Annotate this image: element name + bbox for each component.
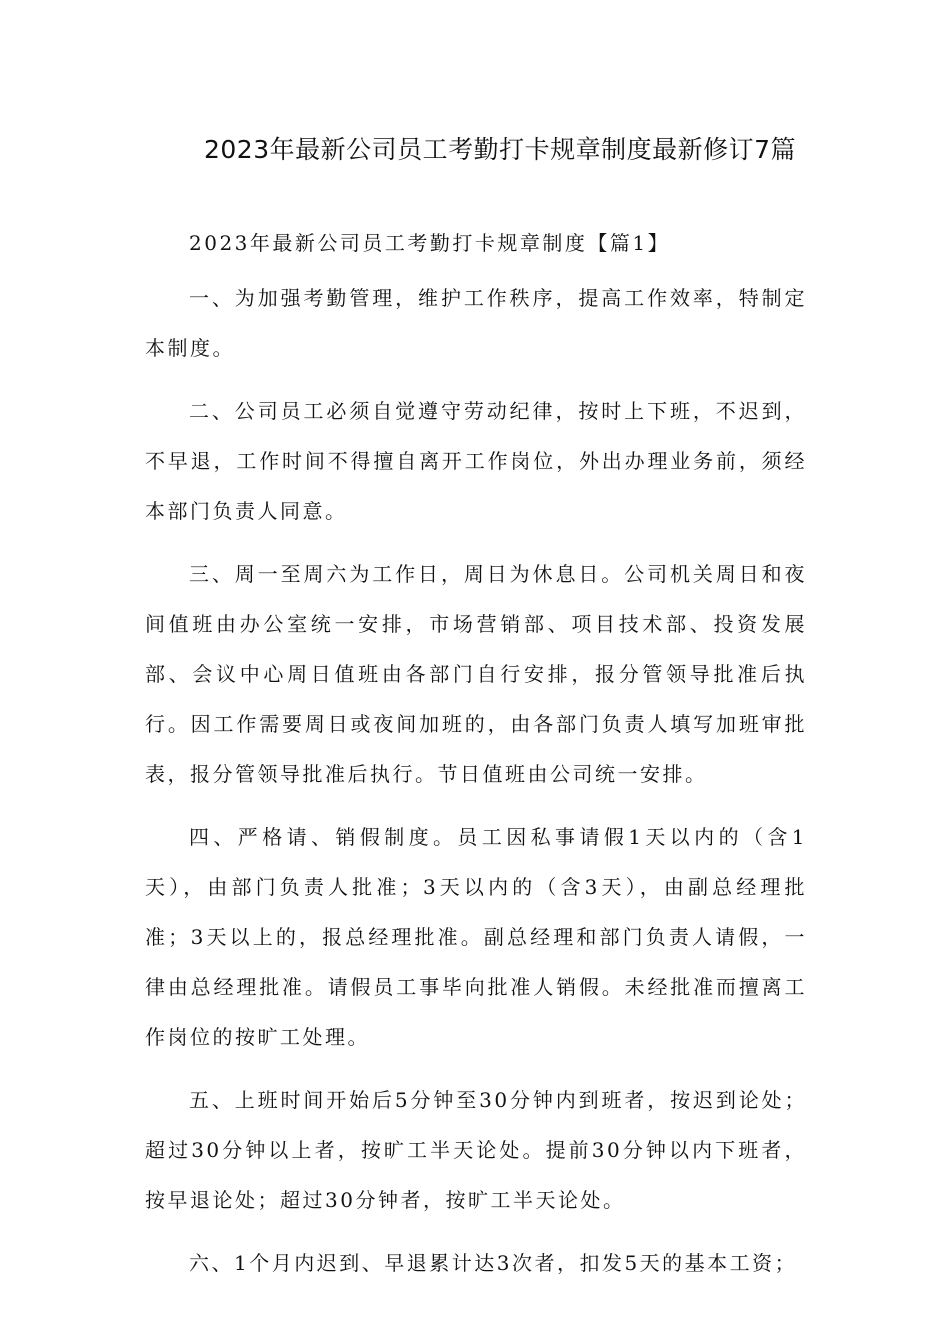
document-body	[145, 218, 807, 1301]
document-title: 2023年最新公司员工考勤打卡规章制度最新修订7篇	[203, 135, 797, 164]
paragraph-6: 六、1个月内迟到、早退累计达3次者，扣发5天的基本工资；	[189, 1251, 798, 1275]
paragraph-3: 三、周一至周六为工作日，周日为休息日。公司机关周日和夜间值班由办公室统一安排，市场营销部、项目技术部、投资发展部、会议中心周日值班由各部门自行安排，报分管领导批准后执行。因工作需要周日或夜间加班的，由各部门负责人填写加班审批表，报分管领导批准后执行。节日值班由公司统一安排。	[145, 562, 807, 786]
paragraph-5: 五、上班时间开始后5分钟至30分钟内到班者，按迟到论处；超过30分钟以上者，按旷工半天论处。提前30分钟以内下班者，按早退论处；超过30分钟者，按旷工半天论处。	[145, 1088, 807, 1212]
paragraph-4: 四、严格请、销假制度。员工因私事请假1天以内的（含1天），由部门负责人批准；3天以内的（含3天），由副总经理批准；3天以上的，报总经理批准。副总经理和部门负责人请假，一律由总经理批准。请假员工事毕向批准人销假。未经批准而擅离工作岗位的按旷工处理。	[145, 825, 807, 1049]
paragraph-2: 二、公司员工必须自觉遵守劳动纪律，按时上下班，不迟到，不早退，工作时间不得擅自离开工作岗位，外出办理业务前，须经本部门负责人同意。	[145, 399, 807, 523]
section-heading: 2023年最新公司员工考勤打卡规章制度【篇1】	[189, 231, 671, 255]
paragraph-1: 一、为加强考勤管理，维护工作秩序，提高工作效率，特制定本制度。	[145, 286, 807, 360]
